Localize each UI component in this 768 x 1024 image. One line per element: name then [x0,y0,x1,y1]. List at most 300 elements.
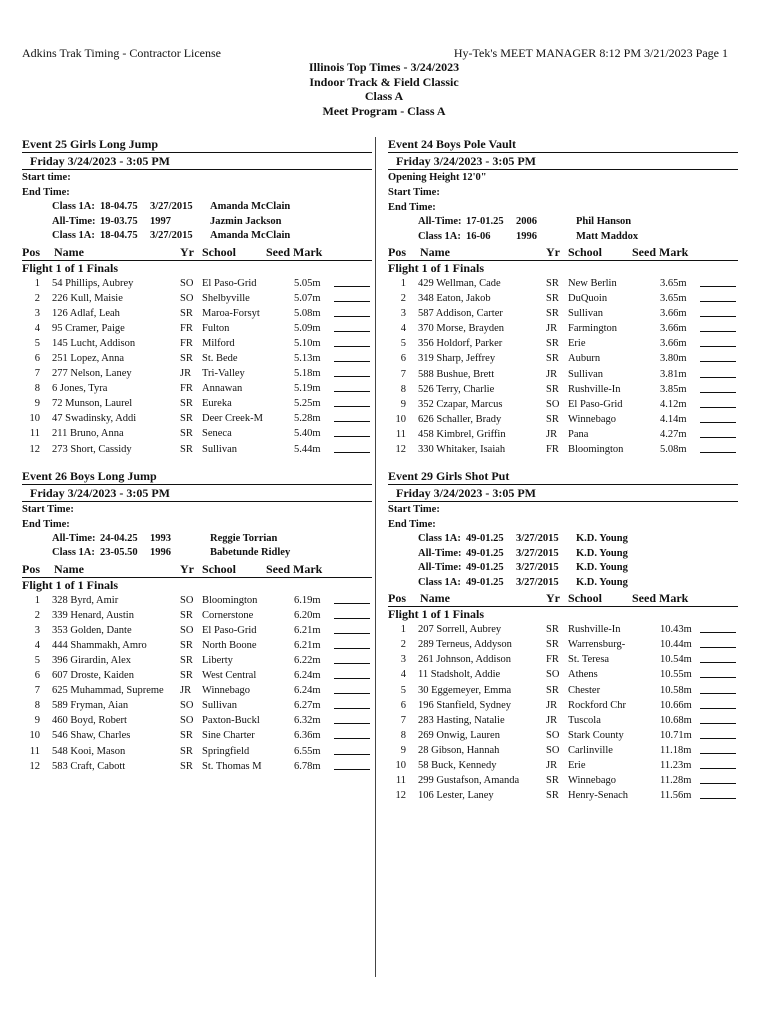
entry-yr: SR [546,684,559,696]
record-line [388,576,738,591]
record-holder: K.D. Young [576,576,628,588]
header-pos: Pos [22,561,40,576]
entry-seed-mark: 4.12m [660,398,687,410]
column-header-row [388,590,738,607]
entry-yr: SO [546,744,560,756]
entry-pos: 6 [34,352,40,364]
entry-name: 54 Phillips, Aubrey [52,277,134,289]
entry-pos: 9 [34,398,40,410]
entry-yr: FR [180,322,193,334]
entry-school: Cornerstone [202,609,254,621]
entry-pos: 3 [400,308,406,320]
entry-seed-mark: 6.21m [294,639,321,651]
event-timing-line: Start Time: [388,187,440,198]
result-blank-line [700,321,736,332]
entry-row [388,427,738,442]
entry-pos: 9 [400,744,406,756]
record-label: All-Time: [52,215,96,227]
entry-row [22,623,372,638]
entry-name: 353 Golden, Dante [52,624,132,636]
entry-school: St. Teresa [568,654,610,666]
entry-name: 211 Bruno, Anna [52,428,124,440]
event-timing-line: End Time: [22,187,70,198]
entry-pos: 8 [34,383,40,395]
record-mark: 49-01.25 [466,576,504,588]
record-label: Class 1A: [52,230,95,241]
entry-row [22,442,372,457]
result-blank-line [334,426,370,437]
entry-pos: 2 [34,292,40,304]
entry-school: Sullivan [202,443,238,455]
entry-name: 396 Girardin, Alex [52,655,132,666]
record-date: 1993 [150,532,171,544]
entry-pos: 6 [34,670,40,682]
record-line [388,230,738,245]
entry-pos: 4 [400,323,406,335]
result-blank-line [700,622,736,633]
entry-yr: JR [546,428,558,440]
column-header-row [22,244,372,261]
entry-row [22,396,372,411]
entry-row [388,336,738,351]
entry-pos: 1 [400,278,406,289]
entry-row [388,758,738,773]
entry-school: Sullivan [568,368,604,380]
header-school: School [568,245,603,259]
entry-seed-mark: 11.56m [660,790,692,802]
entry-name: 6 Jones, Tyra [52,383,108,395]
entry-yr: SR [546,624,559,636]
entry-school: Seneca [202,428,232,440]
header-school: School [202,561,237,576]
entry-name: 269 Onwig, Lauren [418,729,500,741]
entry-pos: 5 [34,655,40,666]
result-blank-line [700,306,736,317]
record-label: Class 1A: [418,576,461,588]
event-datetime: Friday 3/24/2023 - 3:05 PM [22,152,372,170]
entry-row [22,366,372,381]
entry-seed-mark: 5.09m [294,322,321,334]
entry-yr: SR [180,352,193,364]
result-blank-line [334,668,370,679]
event-timing-line: End Time: [388,202,436,213]
entry-row [388,637,738,652]
entry-name: 299 Gustafson, Amanda [418,775,520,787]
entry-seed-mark: 5.18m [294,368,321,380]
entry-yr: SO [180,700,194,712]
event-timing-line: Opening Height 12'0" [388,172,487,183]
entry-name: 328 Byrd, Amir [52,594,119,606]
entry-seed-mark: 11.18m [660,744,692,756]
entry-yr: SO [180,292,194,304]
entry-seed-mark: 3.65m [660,293,687,305]
result-blank-line [334,396,370,407]
record-label: All-Time: [418,562,462,574]
record-date: 1997 [150,215,171,227]
record-mark: 49-01.25 [466,547,504,559]
entry-name: 356 Holdorf, Parker [418,338,503,350]
entry-school: Maroa-Forsyt [202,307,260,319]
header-seed-mark: Seed Mark [266,561,323,576]
entry-name: 47 Swadinsky, Addi [52,413,137,425]
result-blank-line [334,759,370,770]
entry-seed-mark: 10.43m [660,624,692,636]
entry-name: 95 Cramer, Paige [52,322,125,334]
entry-name: 587 Addison, Carter [418,308,503,320]
entry-yr: SR [546,293,559,305]
result-blank-line [334,321,370,332]
right-column [388,137,738,815]
entry-name: 289 Terneus, Addyson [418,639,512,651]
entry-name: 11 Stadsholt, Addie [418,669,501,681]
result-blank-line [700,427,736,438]
entry-row [388,652,738,667]
result-blank-line [334,698,370,709]
entry-yr: SR [180,609,193,621]
entry-yr: SR [180,670,193,682]
entry-yr: SO [546,729,560,741]
entry-yr: JR [180,368,192,380]
result-blank-line [334,623,370,634]
record-line [22,229,372,244]
entry-school: Sullivan [568,308,604,320]
entry-yr: JR [546,714,558,726]
meet-title-line: Indoor Track & Field Classic [309,74,459,89]
record-label: All-Time: [418,216,462,227]
entry-row [22,411,372,426]
entry-yr: SR [546,413,559,425]
entry-row [388,728,738,743]
result-blank-line [700,336,736,347]
result-blank-line [334,683,370,694]
entry-seed-mark: 6.19m [294,594,321,606]
record-line [22,200,372,215]
entry-name: 548 Kooi, Mason [52,745,126,757]
record-holder: Reggie Torrian [210,532,278,544]
entry-yr: SR [180,413,193,425]
entry-pos: 1 [34,277,40,289]
header-seed-mark: Seed Mark [632,245,689,259]
entry-seed-mark: 6.24m [294,670,321,682]
entry-seed-mark: 10.66m [660,699,692,711]
entry-row [388,713,738,728]
entry-yr: SO [180,715,194,727]
entry-row [22,291,372,306]
entry-row [388,683,738,698]
entry-seed-mark: 3.66m [660,308,687,320]
result-blank-line [700,788,736,799]
record-mark: 24-04.25 [100,532,138,544]
entry-row [388,382,738,397]
entry-row [22,713,372,728]
meet-manager-stamp: Hy-Tek's MEET MANAGER 8:12 PM 3/21/2023 Page 1 [453,46,728,60]
entry-school: St. Bede [202,352,238,364]
record-label: All-Time: [418,547,462,559]
entry-yr: SR [180,639,193,651]
entry-pos: 11 [29,745,40,757]
entry-seed-mark: 5.28m [294,413,321,425]
entry-seed-mark: 10.58m [660,684,692,696]
result-blank-line [334,744,370,755]
entry-pos: 7 [34,368,40,380]
entry-yr: SR [180,745,193,757]
record-date: 1996 [150,547,171,559]
entry-pos: 3 [400,654,406,666]
entry-seed-mark: 6.36m [294,730,321,742]
entry-pos: 9 [400,398,406,410]
record-holder: Amanda McClain [210,230,291,241]
entry-name: 458 Kimbrel, Griffin [418,428,506,440]
record-holder: K.D. Young [576,562,628,574]
record-label: Class 1A: [52,201,95,212]
entry-row [388,622,738,637]
entry-seed-mark: 6.27m [294,700,321,712]
entry-name: 370 Morse, Brayden [418,323,505,335]
entry-name: 583 Craft, Cabott [52,760,126,772]
entry-school: Sine Charter [202,730,255,742]
event-title: Event 24 Boys Pole Vault [388,137,517,151]
entry-name: 352 Czapar, Marcus [418,398,503,410]
result-blank-line [700,351,736,362]
result-blank-line [334,728,370,739]
entry-pos: 6 [400,353,406,365]
entry-seed-mark: 5.08m [294,307,321,319]
record-mark: 49-01.25 [466,533,504,545]
entry-yr: SO [180,277,194,289]
event-section [22,137,372,457]
entry-yr: SR [546,338,559,350]
entry-name: 348 Eaton, Jakob [418,293,491,305]
entry-name: 283 Hasting, Natalie [418,714,505,726]
entry-pos: 1 [400,624,406,636]
entry-school: DuQuoin [568,293,608,305]
result-blank-line [700,728,736,739]
entry-pos: 2 [400,293,406,305]
entry-seed-mark: 5.07m [294,292,321,304]
result-blank-line [334,638,370,649]
result-blank-line [334,653,370,664]
entry-seed-mark: 5.25m [294,398,321,410]
header-yr: Yr [180,561,194,576]
entry-yr: SR [180,428,193,440]
entry-pos: 9 [34,715,40,727]
entry-name: 546 Shaw, Charles [52,730,131,742]
entry-yr: FR [546,654,559,666]
entry-row [388,367,738,382]
entry-school: Springfield [202,745,250,757]
record-line [388,561,738,576]
entry-school: Auburn [568,353,601,365]
entry-school: Winnebago [568,413,616,425]
entry-school: Rushville-In [568,624,621,636]
entry-seed-mark: 6.24m [294,685,321,697]
flight-label: Flight 1 of 1 Finals [22,260,119,275]
record-date: 2006 [516,216,537,227]
entry-name: 126 Adlaf, Leah [52,307,120,319]
entry-yr: JR [546,323,558,335]
event-timing-line: Start Time: [388,504,440,516]
entry-row [22,351,372,366]
record-date: 1996 [516,230,537,242]
header-school: School [568,591,603,606]
entry-name: 58 Buck, Kennedy [418,759,497,771]
entry-school: Fulton [202,322,230,334]
record-date: 3/27/2015 [150,230,193,241]
entry-seed-mark: 6.78m [294,760,321,772]
entry-yr: SR [180,398,193,410]
entry-row [388,667,738,682]
entry-seed-mark: 11.28m [660,775,692,787]
entry-row [22,683,372,698]
entry-name: 145 Lucht, Addison [52,337,136,349]
header-seed-mark: Seed Mark [266,244,323,259]
entry-row [388,442,738,457]
entry-school: Milford [202,337,235,349]
entry-school: Pana [568,428,589,440]
event-datetime: Friday 3/24/2023 - 3:05 PM [388,484,738,502]
contractor-license: Adkins Trak Timing - Contractor License [22,46,222,60]
entry-row [22,668,372,683]
entry-seed-mark: 6.20m [294,609,321,621]
entry-pos: 5 [400,684,406,696]
entry-name: 625 Muhammad, Supreme [52,685,164,697]
result-blank-line [700,713,736,724]
result-blank-line [334,306,370,317]
record-holder: Phil Hanson [576,216,632,227]
entry-yr: SR [546,383,559,395]
entry-yr: JR [546,699,558,711]
entry-yr: JR [180,685,192,697]
event-timing-line: Start time: [22,172,71,183]
entry-seed-mark: 5.05m [294,277,321,289]
event-section [22,469,372,774]
event-timing-line: Start Time: [22,503,74,515]
result-blank-line [700,758,736,769]
entry-school: Deer Creek-M [202,413,263,425]
result-blank-line [334,336,370,347]
entry-name: 277 Nelson, Laney [52,368,132,380]
entry-pos: 10 [29,730,40,742]
result-blank-line [700,743,736,754]
entry-yr: SR [546,308,559,320]
entry-name: 72 Munson, Laurel [52,398,133,410]
entry-school: Athens [568,669,598,681]
result-blank-line [334,442,370,453]
entry-seed-mark: 6.32m [294,715,321,727]
entry-pos: 3 [34,624,40,636]
entry-pos: 12 [395,790,406,802]
entry-seed-mark: 6.22m [294,655,321,666]
result-blank-line [334,381,370,392]
entry-row [22,426,372,441]
result-blank-line [700,683,736,694]
entry-seed-mark: 3.85m [660,383,687,395]
entry-pos: 11 [395,428,406,440]
entry-school: West Central [202,670,257,682]
record-mark: 18-04.75 [100,201,138,212]
flight-label: Flight 1 of 1 Finals [22,577,119,592]
entry-school: Winnebago [202,685,250,697]
entry-row [22,336,372,351]
result-blank-line [700,667,736,678]
entry-pos: 4 [400,669,406,681]
entry-seed-mark: 6.21m [294,624,321,636]
entry-yr: FR [180,383,193,395]
entry-school: Eureka [202,398,232,410]
entry-seed-mark: 3.65m [660,278,687,289]
entry-seed-mark: 4.14m [660,413,687,425]
entry-school: Annawan [202,383,243,395]
result-blank-line [334,291,370,302]
entry-school: Warrensburg- [568,639,626,651]
entry-row [22,381,372,396]
result-blank-line [700,637,736,648]
entry-row [388,306,738,321]
entry-school: North Boone [202,639,257,651]
entry-pos: 10 [395,413,406,425]
header-yr: Yr [180,244,194,259]
entry-name: 429 Wellman, Cade [418,278,501,289]
entry-yr: FR [180,337,193,349]
entry-school: Bloomington [202,594,258,606]
entry-school: New Berlin [568,278,617,289]
entry-pos: 8 [400,383,406,395]
entry-name: 251 Lopez, Anna [52,352,125,364]
column-header-row [388,244,738,261]
record-date: 3/27/2015 [150,201,193,212]
entry-school: Sullivan [202,700,238,712]
result-blank-line [700,276,736,287]
header-yr: Yr [546,245,560,259]
entry-row [22,276,372,291]
entry-school: Rockford Chr [568,699,627,711]
entry-seed-mark: 10.71m [660,729,692,741]
record-date: 3/27/2015 [516,562,559,574]
result-blank-line [334,608,370,619]
entry-row [388,412,738,427]
entry-yr: SR [546,353,559,365]
entry-pos: 4 [34,322,40,334]
entry-name: 207 Sorrell, Aubrey [418,624,502,636]
result-blank-line [700,412,736,423]
record-mark: 17-01.25 [466,216,504,227]
entry-seed-mark: 3.66m [660,338,687,350]
record-line [388,532,738,547]
entry-name: 444 Shammakh, Amro [52,639,147,651]
event-timing-line: End Time: [388,519,436,531]
result-blank-line [334,276,370,287]
record-label: All-Time: [52,532,96,544]
entry-school: St. Thomas M [202,760,262,772]
entry-row [388,276,738,291]
entry-name: 589 Fryman, Aian [52,700,129,712]
entry-name: 30 Eggemeyer, Emma [418,684,512,696]
entry-yr: SR [546,639,559,651]
entry-name: 319 Sharp, Jeffrey [418,353,496,365]
result-blank-line [700,773,736,784]
entry-pos: 8 [34,700,40,712]
record-date: 3/27/2015 [516,547,559,559]
record-label: Class 1A: [418,533,461,545]
record-line [22,532,372,547]
entry-seed-mark: 5.08m [660,444,687,456]
record-date: 3/27/2015 [516,576,559,588]
entry-pos: 12 [29,760,40,772]
entry-row [22,593,372,608]
entry-row [22,608,372,623]
record-mark: 18-04.75 [100,230,138,241]
entry-school: Erie [568,759,586,771]
